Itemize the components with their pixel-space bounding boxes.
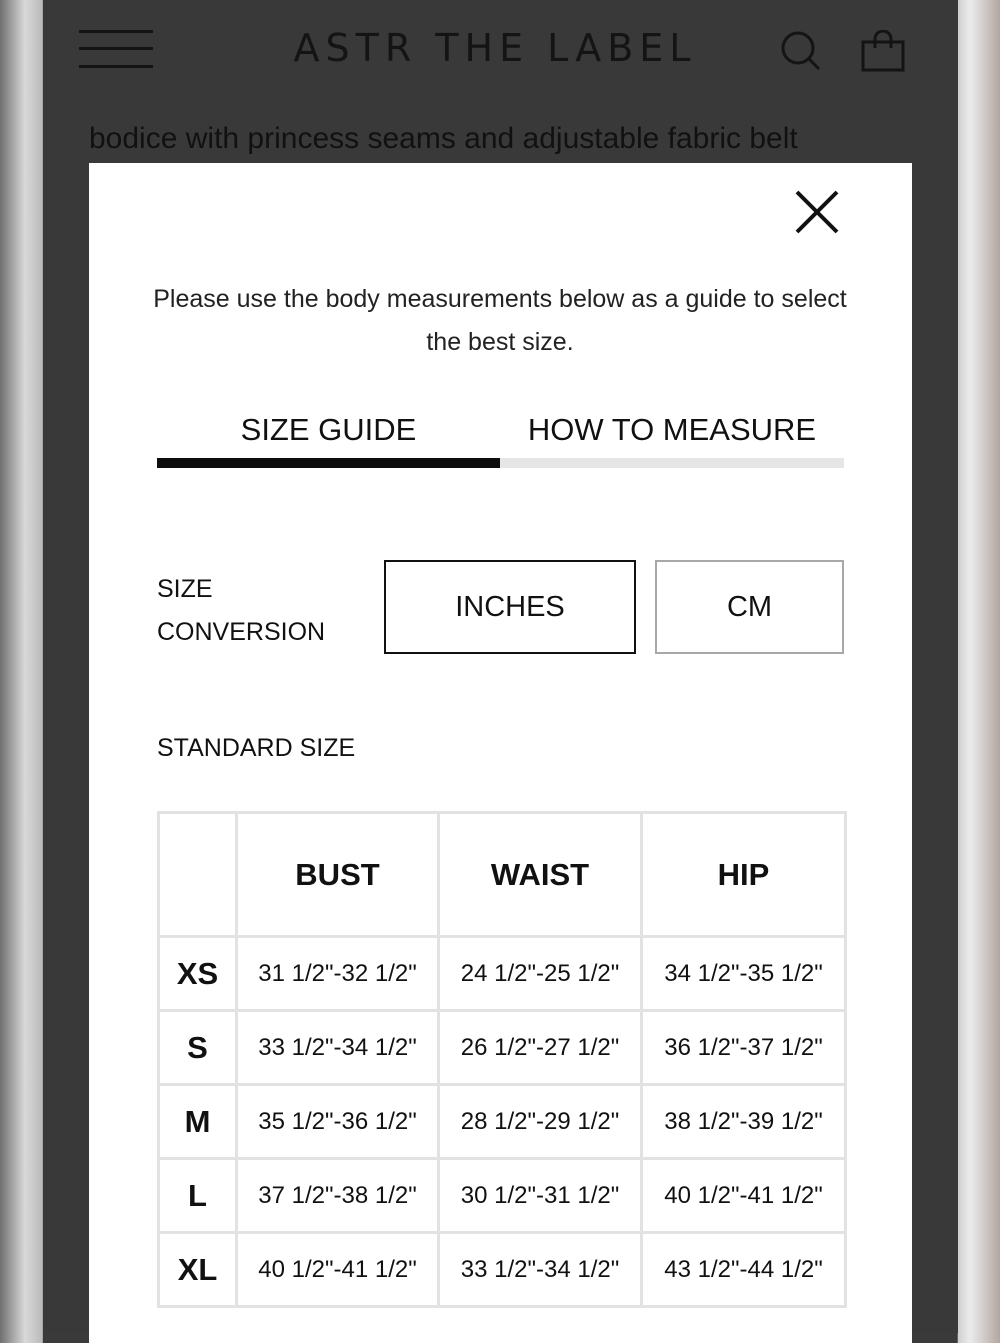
close-icon[interactable] xyxy=(793,188,841,236)
standard-size-label: STANDARD SIZE xyxy=(157,734,356,762)
table-row xyxy=(159,937,846,1011)
size-cell: L xyxy=(159,1159,237,1233)
cm-button[interactable]: CM xyxy=(655,560,844,654)
waist-cell: 33 1/2"-34 1/2" xyxy=(439,1233,642,1307)
waist-cell: 28 1/2"-29 1/2" xyxy=(439,1085,642,1159)
tab-how-to-measure[interactable]: HOW TO MEASURE xyxy=(527,412,817,447)
product-description-text: bodice with princess seams and adjustable fabric belt xyxy=(89,122,798,155)
size-chart-table xyxy=(157,811,847,1308)
hip-cell: 40 1/2"-41 1/2" xyxy=(642,1159,846,1233)
search-icon[interactable] xyxy=(780,30,822,72)
hip-cell: 34 1/2"-35 1/2" xyxy=(642,937,846,1011)
bust-cell: 40 1/2"-41 1/2" xyxy=(237,1233,439,1307)
size-cell: S xyxy=(159,1011,237,1085)
table-header-bust: BUST xyxy=(237,813,439,937)
inches-button[interactable]: INCHES xyxy=(384,560,636,654)
tab-size-guide[interactable]: SIZE GUIDE xyxy=(240,412,417,447)
table-row xyxy=(159,1233,846,1307)
size-cell: M xyxy=(159,1085,237,1159)
table-header-size xyxy=(159,813,237,937)
waist-cell: 26 1/2"-27 1/2" xyxy=(439,1011,642,1085)
shopping-bag-icon[interactable] xyxy=(860,30,906,72)
bust-cell: 33 1/2"-34 1/2" xyxy=(237,1011,439,1085)
bust-cell: 35 1/2"-36 1/2" xyxy=(237,1085,439,1159)
hip-cell: 43 1/2"-44 1/2" xyxy=(642,1233,846,1307)
bust-cell: 31 1/2"-32 1/2" xyxy=(237,937,439,1011)
hamburger-menu-icon[interactable] xyxy=(79,30,153,70)
waist-cell: 24 1/2"-25 1/2" xyxy=(439,937,642,1011)
size-cell: XS xyxy=(159,937,237,1011)
waist-cell: 30 1/2"-31 1/2" xyxy=(439,1159,642,1233)
table-header-hip: HIP xyxy=(642,813,846,937)
size-conversion-label: SIZE CONVERSION xyxy=(157,575,326,646)
hip-cell: 36 1/2"-37 1/2" xyxy=(642,1011,846,1085)
size-cell: XL xyxy=(159,1233,237,1307)
table-header-waist: WAIST xyxy=(439,813,642,937)
size-guide-intro: Please use the body measurements below as a guide to select the best size. xyxy=(153,285,847,356)
brand-logo[interactable]: ASTR THE LABEL xyxy=(293,26,697,70)
table-row xyxy=(159,1011,846,1085)
hip-cell: 38 1/2"-39 1/2" xyxy=(642,1085,846,1159)
active-tab-indicator xyxy=(157,458,500,468)
bust-cell: 37 1/2"-38 1/2" xyxy=(237,1159,439,1233)
table-row xyxy=(159,1159,846,1233)
table-row xyxy=(159,1085,846,1159)
table-header-row xyxy=(159,813,846,937)
